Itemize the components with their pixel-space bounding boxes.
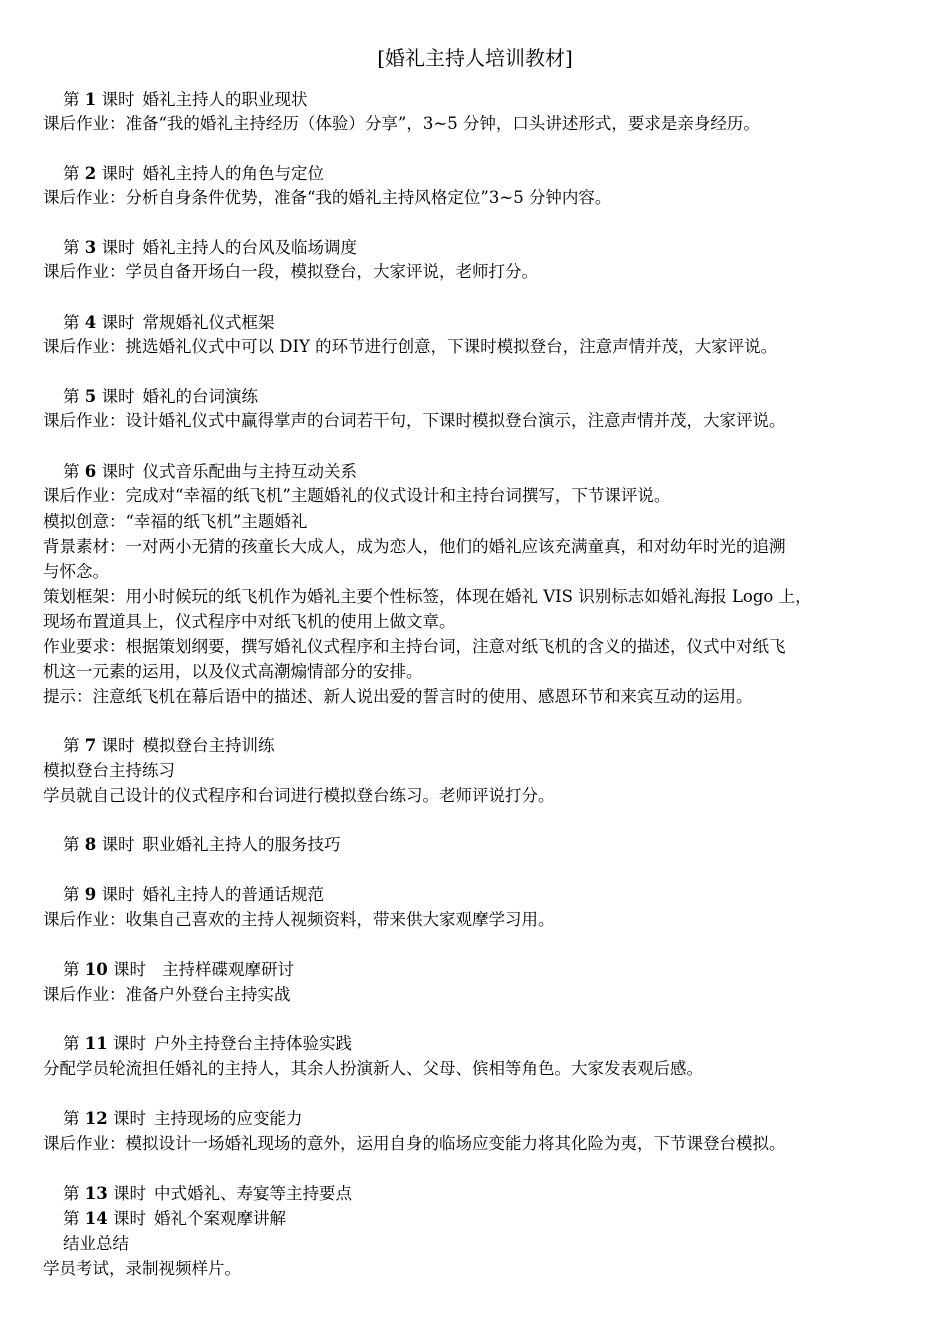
lesson-7-line-1: 模拟登台主持练习 bbox=[43, 761, 175, 780]
lesson-6-requirement-line-2: 机这一元素的运用，以及仪式高潮煽情部分的安排。 bbox=[43, 662, 423, 681]
lesson-6-plan-line-1: 策划框架：用小时候玩的纸飞机作为婚礼主要个性标签，体现在婚礼 VIS 识别标志如婚礼海报 Logo 上， bbox=[43, 587, 812, 606]
lesson-10-homework: 课后作业：准备户外登台主持实战 bbox=[43, 985, 291, 1004]
lesson-14-heading: 第 14 课时 婚礼个案观摩讲解 bbox=[63, 1209, 286, 1228]
lesson-4-homework: 课后作业：挑选婚礼仪式中可以 DIY 的环节进行创意，下课时模拟登台，注意声情并茂，大家评说。 bbox=[43, 337, 778, 356]
lesson-5-heading: 第 5 课时 婚礼的台词演练 bbox=[63, 387, 258, 406]
lesson-6-tip: 提示：注意纸飞机在幕后语中的描述、新人说出爱的誓言时的使用、感恩环节和来宾互动的运用。 bbox=[43, 687, 753, 706]
lesson-7-line-2: 学员就自己设计的仪式程序和台词进行模拟登台练习。老师评说打分。 bbox=[43, 786, 555, 805]
document-title: [婚礼主持人培训教材] bbox=[377, 46, 573, 70]
lesson-6-heading: 第 6 课时 仪式音乐配曲与主持互动关系 bbox=[63, 462, 357, 481]
lesson-6-plan-line-2: 现场布置道具上，仪式程序中对纸飞机的使用上做文章。 bbox=[43, 612, 456, 631]
lesson-1-homework: 课后作业：准备“我的婚礼主持经历（体验）分享”，3~5 分钟，口头讲述形式，要求是亲身经历。 bbox=[43, 114, 760, 133]
lesson-6-theme: 模拟创意：“幸福的纸飞机”主题婚礼 bbox=[43, 512, 308, 531]
lesson-3-heading: 第 3 课时 婚礼主持人的台风及临场调度 bbox=[63, 238, 357, 257]
lesson-4-heading: 第 4 课时 常规婚礼仪式框架 bbox=[63, 313, 275, 332]
lesson-6-requirement-line-1: 作业要求：根据策划纲要，撰写婚礼仪式程序和主持台词，注意对纸飞机的含义的描述，仪式中对纸飞 bbox=[43, 637, 786, 656]
lesson-11-heading: 第 11 课时 户外主持登台主持体验实践 bbox=[63, 1034, 352, 1053]
lesson-5-homework: 课后作业：设计婚礼仪式中赢得掌声的台词若干句，下课时模拟登台演示，注意声情并茂，大家评说。 bbox=[43, 411, 786, 430]
lesson-6-background-line-2: 与怀念。 bbox=[43, 562, 109, 581]
final-exam-line: 学员考试，录制视频样片。 bbox=[43, 1259, 241, 1278]
lesson-12-homework: 课后作业：模拟设计一场婚礼现场的意外，运用自身的临场应变能力将其化险为夷，下节课登台模拟。 bbox=[43, 1134, 786, 1153]
lesson-11-line-1: 分配学员轮流担任婚礼的主持人，其余人扮演新人、父母、傧相等角色。大家发表观后感。 bbox=[43, 1059, 703, 1078]
summary-heading: 结业总结 bbox=[63, 1234, 129, 1253]
lesson-9-homework: 课后作业：收集自己喜欢的主持人视频资料，带来供大家观摩学习用。 bbox=[43, 910, 555, 929]
lesson-2-heading: 第 2 课时 婚礼主持人的角色与定位 bbox=[63, 164, 324, 183]
lesson-13-heading: 第 13 课时 中式婚礼、寿宴等主持要点 bbox=[63, 1184, 352, 1203]
lesson-6-background-line-1: 背景素材：一对两小无猜的孩童长大成人，成为恋人，他们的婚礼应该充满童真，和对幼年时光的追溯 bbox=[43, 537, 786, 556]
lesson-1-heading: 第 1 课时 婚礼主持人的职业现状 bbox=[63, 90, 308, 109]
lesson-8-heading: 第 8 课时 职业婚礼主持人的服务技巧 bbox=[63, 835, 341, 854]
lesson-3-homework: 课后作业：学员自备开场白一段，模拟登台，大家评说，老师打分。 bbox=[43, 262, 538, 281]
lesson-9-heading: 第 9 课时 婚礼主持人的普通话规范 bbox=[63, 885, 324, 904]
lesson-7-heading: 第 7 课时 模拟登台主持训练 bbox=[63, 736, 275, 755]
lesson-10-heading: 第 10 课时 主持样碟观摩研讨 bbox=[63, 960, 294, 979]
lesson-12-heading: 第 12 课时 主持现场的应变能力 bbox=[63, 1109, 303, 1128]
lesson-2-homework: 课后作业：分析自身条件优势，准备“我的婚礼主持风格定位”3~5 分钟内容。 bbox=[43, 188, 612, 207]
lesson-6-homework: 课后作业：完成对“幸福的纸飞机”主题婚礼的仪式设计和主持台词撰写，下节课评说。 bbox=[43, 486, 671, 505]
